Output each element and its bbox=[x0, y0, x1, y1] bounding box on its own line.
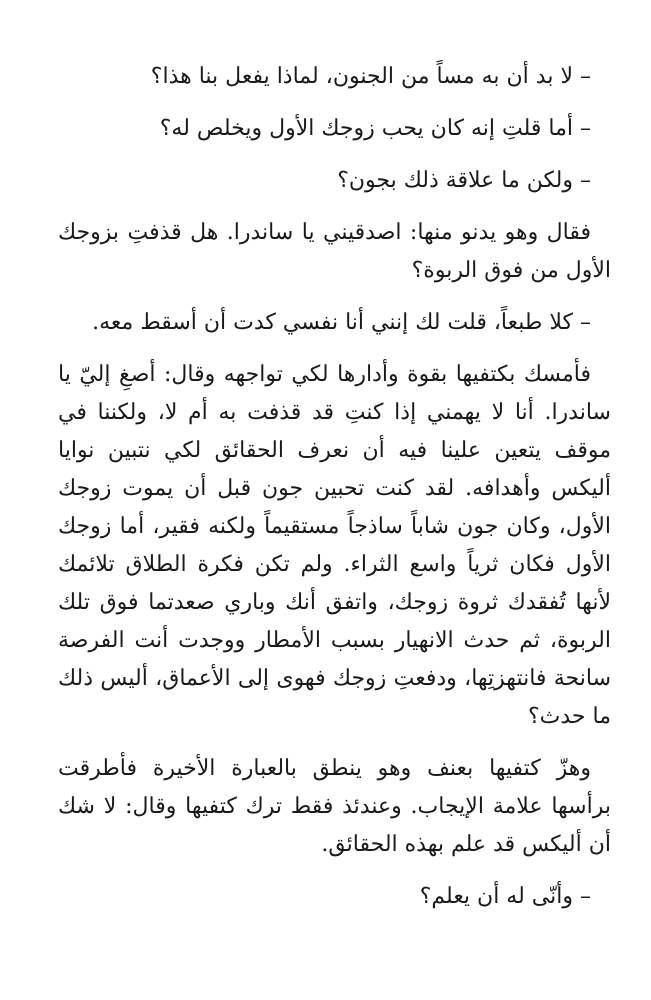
dialogue-line-5: – وأنّى له أن يعلم؟ bbox=[419, 884, 591, 909]
dialogue-line-4: – كلا طبعاً، قلت لك إنني أنا نفسي كدت أن أسقط معه. bbox=[92, 310, 591, 335]
dialogue-line-2: – أما قلتِ إنه كان يحب زوجك الأول ويخلص له؟ bbox=[159, 116, 591, 141]
dialogue-line-3: – ولكن ما علاقة ذلك بجون؟ bbox=[337, 168, 591, 193]
narration-paragraph-2: فأمسك بكتفيها بقوة وأدارها لكي تواجهه وقال: أصغِ إليّ يا ساندرا. أنا لا يهمني إذا كنتِ قد قذفت به أم لا، ولكننا في موقف يتعين علينا فيه أن نعرف الحقائق لكي نتبين نوايا أليكس وأهدافه. لقد كنت تحبين جون قبل أن يموت زوجك الأول، وكان جون شاباً ساذجاً مستقيماً ولكنه فقير، أما زوجك الأول فكان ثرياً واسع الثراء. ولم تكن فكرة الطلاق تلائمك لأنها تُفقدك ثروة زوجك، واتفق أنك وباري صعدتما فوق تلك الربوة، ثم حدث الانهيار بسبب الأمطار ووجدت أنت الفرصة سانحة فانتهزتِها، ودفعتِ زوجك فهوى إلى الأعماق، أليس ذلك ما حدث؟ bbox=[58, 362, 611, 729]
dialogue-line-1: – لا بد أن به مساً من الجنون، لماذا يفعل بنا هذا؟ bbox=[150, 64, 591, 89]
narration-paragraph-3: وهزّ كتفيها بعنف وهو ينطق بالعبارة الأخيرة فأطرقت برأسها علامة الإيجاب. وعندئذ فقط ترك كتفيها وقال: لا شك أن أليكس قد علم بهذه الحقائق. bbox=[58, 756, 611, 857]
narration-paragraph-1: فقال وهو يدنو منها: اصدقيني يا ساندرا. هل قذفتِ بزوجك الأول من فوق الربوة؟ bbox=[58, 220, 611, 283]
